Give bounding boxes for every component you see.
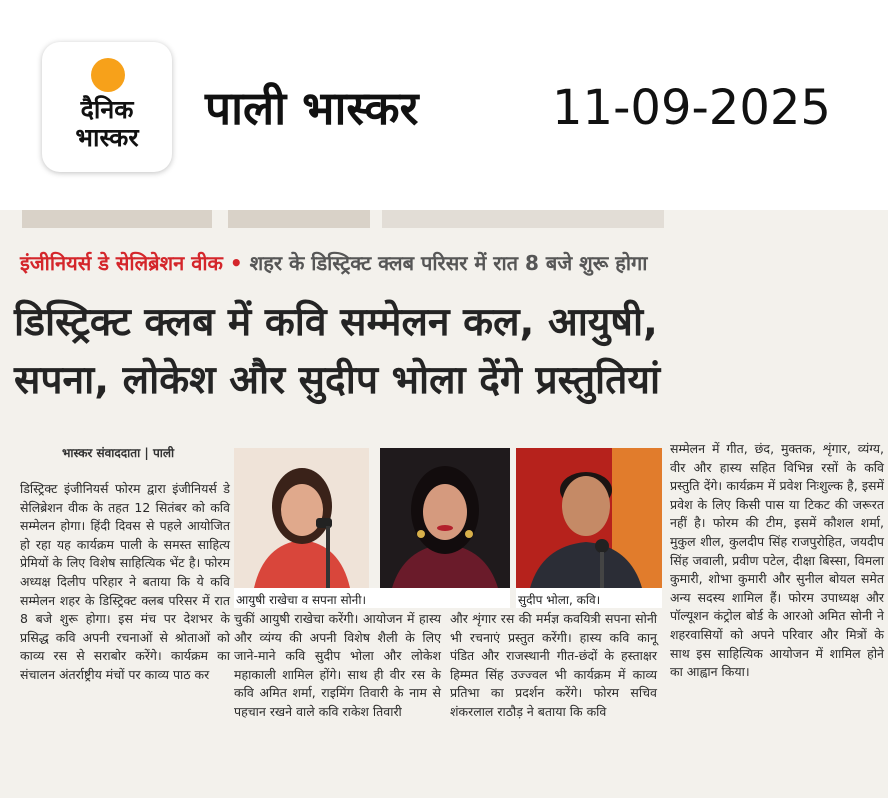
article-column-3: और शृंगार रस की मर्मज्ञ कवयित्री सपना सोनी भी रचनाएं प्रस्तुत करेंगी। हास्य कवि कानू पंडित और राजस्थानी गीत-छंदों के हस्ताक्षर हिम्मत सिंह उज्ज्वल भी कार्यक्रम में काव्य प्रतिभा का प्रदर्शन करेंगे। फोरम सचिव शंकरलाल राठौड़ ने बताया कि कवि <box>450 611 657 719</box>
photo-sudeep-bhola <box>516 448 662 588</box>
headline-line1: डिस्ट्रिक्ट क्लब में कवि सम्मेलन कल, आयुषी, <box>14 300 658 345</box>
cut-article-strip <box>22 210 212 228</box>
byline: भास्कर संवाददाता | पाली <box>62 446 175 460</box>
portrait-man-icon <box>516 448 662 588</box>
kicker-subtext: शहर के डिस्ट्रिक्ट क्लब परिसर में रात 8 बजे शुरू होगा <box>249 251 648 275</box>
photo-caption-2: सुदीप भोला, कवि। <box>518 593 601 607</box>
article-column-4: सम्मेलन में गीत, छंद, मुक्तक, शृंगार, व्यंग्य, वीर और हास्य सहित विभिन्न रसों के कवि प्रस्तुति देंगे। कार्यक्रम में प्रवेश निःशुल्क है, इसमें प्रवेश के लिए किसी पास या टिकट की जरूरत नहीं है। फोरम की टीम, इसमें कौशल शर्मा, मुकुल शील, कुलदीप सिंह राजपुरोहित, जयदीप सिंह जवाली, प्रवीण पटेल, दीक्षा बिस्सा, विमला कुमारी, शोभा कुमारी और सुनील बोयल समेत अन्य सदस्य शामिल हैं। फोरम उपाध्यक्ष और पॉल्यूशन कंट्रोल बोर्ड के आरओ अमित सोनी ने शहरवासियों को अपने परिवार और मित्रों के साथ इस साहित्यिक आयोजन में शामिल होने का आह्वान किया। <box>670 441 884 680</box>
kicker <box>20 248 647 278</box>
logo-text-line1: दैनिक <box>80 95 134 124</box>
newspaper-logo <box>42 42 172 172</box>
logo-text-line2: भास्कर <box>75 123 139 152</box>
kicker-label: इंजीनियर्स डे सेलिब्रेशन वीक • <box>20 251 243 275</box>
photo-ayushi-rakhecha <box>234 448 369 588</box>
sun-icon <box>91 58 125 92</box>
paper-title: पाली भास्कर <box>205 81 419 135</box>
portrait-woman-icon <box>380 448 510 588</box>
header-bar <box>0 0 888 205</box>
cut-article-strip <box>228 210 370 228</box>
news-clipping <box>0 210 888 798</box>
cut-article-strip <box>382 210 664 228</box>
photo-sapna-soni <box>380 448 510 588</box>
headline-line2: सपना, लोकेश और सुदीप भोला देंगे प्रस्तुतियां <box>14 358 661 403</box>
portrait-woman-icon <box>234 448 369 588</box>
edition-date: 11-09-2025 <box>552 80 831 136</box>
article-column-1: डिस्ट्रिक्ट इंजीनियर्स फोरम द्वारा इंजीनियर्स डे सेलिब्रेशन वीक के तहत 12 सितंबर को कवि सम्मेलन होगा। हिंदी दिवस से पहले आयोजित हो रहा यह कार्यक्रम पाली के समस्त साहित्य प्रेमियों के लिए विशेष साहित्यिक भेंट है। फोरम अध्यक्ष दिलीप परिहार ने बताया कि ये कवि सम्मेलन शहर के डिस्ट्रिक्ट क्लब परिसर में रात 8 बजे शुरू होगा। इस मंच पर देशभर के प्रसिद्ध कवि अपनी रचनाओं से श्रोताओं को काव्य रस से सराबोर करेंगे। कार्यक्रम का संचालन अंतर्राष्ट्रीय मंचों पर काव्य पाठ कर <box>20 481 230 682</box>
article-column-2: चुकीं आयुषी राखेचा करेंगी। आयोजन में हास्य और व्यंग्य की अपनी विशेष शैली के लिए जाने-माने कवि सुदीप भोला और लोकेश महाकाली शामिल होंगे। साथ ही वीर रस के कवि अमित शर्मा, राइमिंग तिवारी के नाम से पहचान रखने वाले कवि राकेश तिवारी <box>234 611 441 719</box>
photo-caption-1: आयुषी राखेचा व सपना सोनी। <box>236 593 366 607</box>
headline <box>14 294 884 410</box>
